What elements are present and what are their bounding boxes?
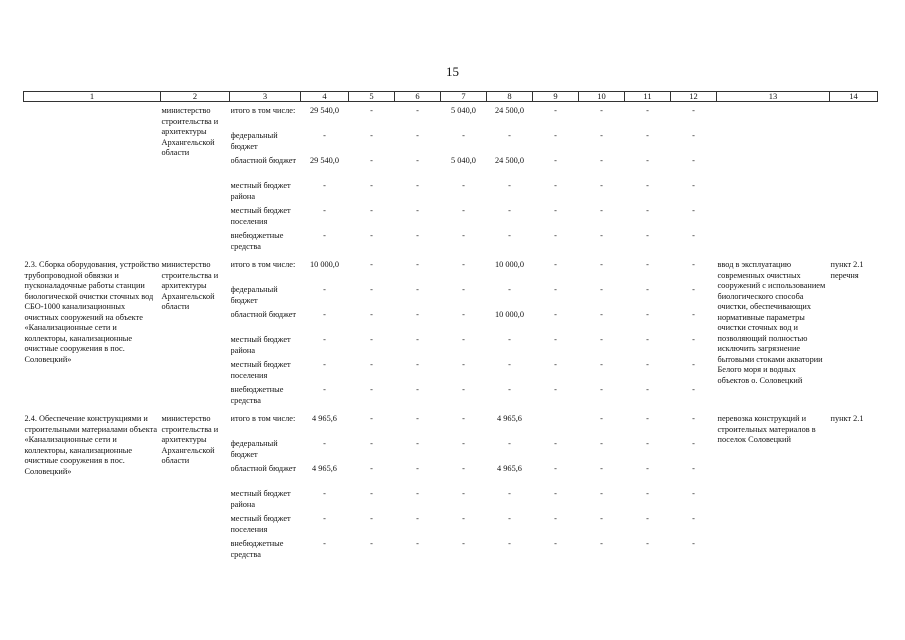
amount-cell: - — [692, 285, 695, 294]
amount-cell: - — [416, 360, 419, 369]
amount-cell: - — [323, 539, 326, 548]
amount-cell: - — [600, 156, 603, 165]
column-header: 13 — [717, 92, 830, 102]
amount-cell: - — [508, 360, 511, 369]
amount-cell: - — [370, 335, 373, 344]
amount-cell: - — [600, 206, 603, 215]
amount-cell: - — [462, 310, 465, 319]
amount-cell: - — [462, 439, 465, 448]
reference-cell: пункт 2.1 — [830, 414, 864, 423]
task-cell — [24, 102, 161, 257]
amount-cell: - — [646, 539, 649, 548]
funding-source-cell — [230, 310, 301, 335]
amount-cell: - — [508, 539, 511, 548]
amount-cell: - — [508, 181, 511, 190]
funding-source-label: внебюджетные средства — [230, 539, 284, 559]
reference-cell — [830, 102, 878, 257]
amount-cell: - — [370, 206, 373, 215]
amount-cell: 4 965,6 — [497, 464, 522, 473]
amount-cell: - — [462, 489, 465, 498]
amount-cell: - — [600, 489, 603, 498]
amount-cell: - — [692, 414, 695, 423]
amount-cell: - — [416, 489, 419, 498]
funding-source-cell — [230, 439, 301, 464]
amount-cell: 4 965,6 — [312, 464, 337, 473]
amount-cell: - — [692, 310, 695, 319]
amount-cell: - — [508, 231, 511, 240]
amount-cell: - — [646, 156, 649, 165]
table-row — [24, 102, 878, 132]
funding-source-label: местный бюджет поселения — [230, 514, 291, 534]
amount-cell: - — [508, 206, 511, 215]
funding-source-cell — [230, 102, 301, 132]
amount-cell: - — [692, 360, 695, 369]
funding-source-label: федеральный бюджет — [230, 285, 278, 305]
budget-table — [23, 91, 878, 564]
amount-cell: 10 000,0 — [309, 260, 340, 269]
amount-cell: - — [370, 181, 373, 190]
amount-cell: - — [600, 260, 603, 269]
amount-cell: - — [323, 385, 326, 394]
funding-source-label: федеральный бюджет — [230, 131, 278, 151]
amount-cell: - — [462, 131, 465, 140]
amount-cell: - — [646, 439, 649, 448]
task-cell: 2.3. Сборка оборудования, устройство трубопроводной обвязки и пусконаладочные работы станции биологической очистки сточных вод СБО-1000 канализационных очистных сооружений на объекте «Канализационные сети и коллекторы, канализационные очистные сооружения в пос. Соловецкий» — [24, 260, 160, 364]
column-header: 12 — [671, 92, 717, 102]
amount-cell: - — [370, 285, 373, 294]
result-cell: ввод в эксплуатацию современных очистных сооружений с использованием биологического способа очистки, обеспечивающих нормативные параметры очистки сточных вод и позволяющий полностью исключить загрязнение бытовыми стоками акватории Белого моря и водных объектов о. Соловецкий — [717, 260, 826, 385]
amount-cell: - — [323, 360, 326, 369]
amount-cell: - — [600, 310, 603, 319]
amount-cell: - — [462, 539, 465, 548]
amount-cell: - — [416, 181, 419, 190]
amount-cell: - — [692, 385, 695, 394]
funding-source-cell — [230, 410, 301, 439]
column-header: 8 — [487, 92, 533, 102]
amount-cell: 29 540,0 — [309, 156, 340, 165]
amount-cell: - — [416, 335, 419, 344]
amount-cell: - — [554, 360, 557, 369]
funding-source-label: итого в том числе: — [230, 414, 296, 423]
column-header: 11 — [625, 92, 671, 102]
amount-cell: - — [416, 106, 419, 115]
amount-cell: - — [370, 131, 373, 140]
amount-cell: - — [370, 514, 373, 523]
funding-source-label: местный бюджет поселения — [230, 360, 291, 380]
funding-source-cell — [230, 206, 301, 231]
amount-cell: - — [646, 464, 649, 473]
amount-cell: - — [370, 106, 373, 115]
amount-cell: - — [370, 385, 373, 394]
reference-cell: пункт 2.1 перечня — [830, 260, 864, 280]
amount-cell: - — [508, 514, 511, 523]
amount-cell: 10 000,0 — [494, 260, 525, 269]
funding-source-label: местный бюджет поселения — [230, 206, 291, 226]
amount-cell: - — [692, 131, 695, 140]
amount-cell: - — [508, 489, 511, 498]
amount-cell: - — [692, 231, 695, 240]
table-row — [24, 410, 878, 439]
amount-cell: - — [508, 385, 511, 394]
amount-cell: - — [416, 539, 419, 548]
amount-cell: - — [692, 156, 695, 165]
amount-cell: - — [554, 181, 557, 190]
amount-cell: - — [462, 231, 465, 240]
amount-cell: - — [646, 385, 649, 394]
funding-source-label: итого в том числе: — [230, 260, 296, 269]
amount-cell: - — [600, 539, 603, 548]
amount-cell: - — [370, 156, 373, 165]
amount-cell: - — [370, 360, 373, 369]
funding-source-cell — [230, 385, 301, 410]
funding-source-cell — [230, 131, 301, 156]
column-header: 1 — [24, 92, 161, 102]
amount-cell: - — [370, 439, 373, 448]
funding-source-cell — [230, 181, 301, 206]
amount-cell: - — [462, 385, 465, 394]
funding-source-cell — [230, 231, 301, 256]
amount-cell: - — [462, 285, 465, 294]
funding-source-cell — [230, 464, 301, 489]
amount-cell: 4 965,6 — [497, 414, 522, 423]
amount-cell: - — [508, 131, 511, 140]
amount-cell: - — [323, 439, 326, 448]
amount-cell: - — [323, 206, 326, 215]
funding-source-cell — [230, 514, 301, 539]
amount-cell: - — [323, 131, 326, 140]
funding-source-cell — [230, 256, 301, 285]
amount-cell: 29 540,0 — [309, 106, 340, 115]
result-cell: перевозка конструкций и строительных материалов в поселок Соловецкий — [717, 414, 816, 444]
funding-source-cell — [230, 539, 301, 564]
amount-cell: - — [600, 385, 603, 394]
amount-cell: - — [370, 310, 373, 319]
amount-cell: - — [646, 514, 649, 523]
amount-cell: - — [323, 285, 326, 294]
amount-cell: - — [462, 206, 465, 215]
amount-cell: - — [646, 489, 649, 498]
amount-cell: - — [646, 181, 649, 190]
amount-cell — [533, 410, 579, 439]
amount-cell: - — [323, 310, 326, 319]
amount-cell: - — [646, 231, 649, 240]
column-header: 10 — [579, 92, 625, 102]
column-header: 9 — [533, 92, 579, 102]
amount-cell: - — [462, 335, 465, 344]
amount-cell: - — [323, 231, 326, 240]
funding-source-label: областной бюджет — [230, 464, 297, 473]
amount-cell: - — [462, 360, 465, 369]
amount-cell: 5 040,0 — [451, 156, 476, 165]
column-header: 4 — [301, 92, 349, 102]
amount-cell: - — [554, 260, 557, 269]
funding-source-cell — [230, 489, 301, 514]
column-header: 3 — [230, 92, 301, 102]
funding-source-label: федеральный бюджет — [230, 439, 278, 459]
amount-cell: - — [600, 231, 603, 240]
amount-cell: - — [416, 156, 419, 165]
amount-cell: - — [554, 514, 557, 523]
amount-cell: - — [692, 539, 695, 548]
amount-cell: - — [692, 439, 695, 448]
amount-cell: - — [600, 439, 603, 448]
amount-cell: - — [323, 335, 326, 344]
funding-source-label: местный бюджет района — [230, 181, 291, 201]
amount-cell: - — [646, 414, 649, 423]
amount-cell: - — [554, 385, 557, 394]
amount-cell: - — [692, 260, 695, 269]
amount-cell: - — [370, 414, 373, 423]
funding-source-label: внебюджетные средства — [230, 385, 284, 405]
amount-cell: - — [692, 106, 695, 115]
amount-cell: - — [554, 539, 557, 548]
result-cell — [717, 102, 830, 257]
funding-source-label: областной бюджет — [230, 156, 297, 165]
amount-cell: - — [646, 285, 649, 294]
amount-cell: - — [462, 181, 465, 190]
table-row — [24, 256, 878, 285]
amount-cell: - — [692, 514, 695, 523]
funding-source-cell — [230, 156, 301, 181]
amount-cell: - — [554, 285, 557, 294]
funding-source-cell — [230, 360, 301, 385]
page-number: 15 — [446, 64, 459, 79]
amount-cell: - — [600, 335, 603, 344]
amount-cell: - — [554, 464, 557, 473]
amount-cell: - — [646, 335, 649, 344]
amount-cell: - — [370, 231, 373, 240]
amount-cell: - — [323, 489, 326, 498]
column-numbers-header — [24, 92, 878, 102]
funding-source-label: местный бюджет района — [230, 335, 291, 355]
amount-cell: - — [646, 310, 649, 319]
amount-cell: - — [462, 260, 465, 269]
amount-cell: - — [692, 206, 695, 215]
amount-cell: - — [554, 131, 557, 140]
amount-cell: - — [554, 439, 557, 448]
funding-source-cell — [230, 335, 301, 360]
amount-cell: 24 500,0 — [494, 156, 525, 165]
amount-cell: - — [416, 231, 419, 240]
amount-cell: 4 965,6 — [312, 414, 337, 423]
executor-cell: министерство строительства и архитектуры Архангельской области — [161, 414, 219, 465]
column-header: 14 — [830, 92, 878, 102]
executor-cell: министерство строительства и архитектуры Архангельской области — [161, 260, 219, 311]
funding-source-label: областной бюджет — [230, 310, 297, 319]
amount-cell: - — [692, 489, 695, 498]
amount-cell: 5 040,0 — [451, 106, 476, 115]
amount-cell: - — [416, 310, 419, 319]
funding-source-cell — [230, 285, 301, 310]
table-body — [24, 102, 878, 565]
amount-cell: - — [416, 285, 419, 294]
amount-cell: - — [370, 489, 373, 498]
amount-cell: - — [323, 514, 326, 523]
amount-cell: - — [508, 335, 511, 344]
amount-cell: 10 000,0 — [494, 310, 525, 319]
amount-cell: - — [508, 439, 511, 448]
amount-cell: - — [554, 106, 557, 115]
amount-cell: - — [554, 156, 557, 165]
amount-cell: - — [692, 181, 695, 190]
amount-cell: - — [370, 539, 373, 548]
amount-cell: - — [416, 131, 419, 140]
amount-cell: - — [692, 335, 695, 344]
amount-cell: - — [462, 464, 465, 473]
column-header: 5 — [349, 92, 395, 102]
amount-cell: - — [646, 360, 649, 369]
amount-cell: - — [554, 335, 557, 344]
amount-cell: - — [416, 414, 419, 423]
amount-cell: - — [646, 206, 649, 215]
column-header: 7 — [441, 92, 487, 102]
amount-cell: - — [600, 131, 603, 140]
funding-source-label: итого в том числе: — [230, 106, 296, 115]
amount-cell: - — [370, 464, 373, 473]
amount-cell: - — [416, 464, 419, 473]
amount-cell: - — [600, 514, 603, 523]
amount-cell: - — [600, 414, 603, 423]
amount-cell: - — [416, 514, 419, 523]
column-header: 2 — [161, 92, 230, 102]
funding-source-label: местный бюджет района — [230, 489, 291, 509]
amount-cell: - — [508, 285, 511, 294]
amount-cell: - — [692, 464, 695, 473]
column-header: 6 — [395, 92, 441, 102]
amount-cell: - — [600, 106, 603, 115]
amount-cell: - — [462, 414, 465, 423]
amount-cell: - — [600, 285, 603, 294]
amount-cell: - — [554, 489, 557, 498]
amount-cell: - — [323, 181, 326, 190]
amount-cell: 24 500,0 — [494, 106, 525, 115]
amount-cell: - — [646, 131, 649, 140]
amount-cell: - — [600, 464, 603, 473]
amount-cell: - — [416, 439, 419, 448]
amount-cell: - — [646, 260, 649, 269]
amount-cell: - — [554, 206, 557, 215]
funding-source-label: внебюджетные средства — [230, 231, 284, 251]
task-cell: 2.4. Обеспечение конструкциями и строительными материалами объекта «Канализационные сети и коллекторы, канализационные очистные сооружения в пос. Соловецкий» — [24, 414, 158, 476]
amount-cell: - — [462, 514, 465, 523]
executor-cell: министерство строительства и архитектуры Архангельской области — [161, 106, 219, 157]
amount-cell: - — [646, 106, 649, 115]
amount-cell: - — [600, 360, 603, 369]
amount-cell: - — [370, 260, 373, 269]
amount-cell: - — [416, 385, 419, 394]
amount-cell: - — [554, 231, 557, 240]
amount-cell: - — [416, 260, 419, 269]
amount-cell: - — [554, 310, 557, 319]
amount-cell: - — [600, 181, 603, 190]
amount-cell: - — [416, 206, 419, 215]
